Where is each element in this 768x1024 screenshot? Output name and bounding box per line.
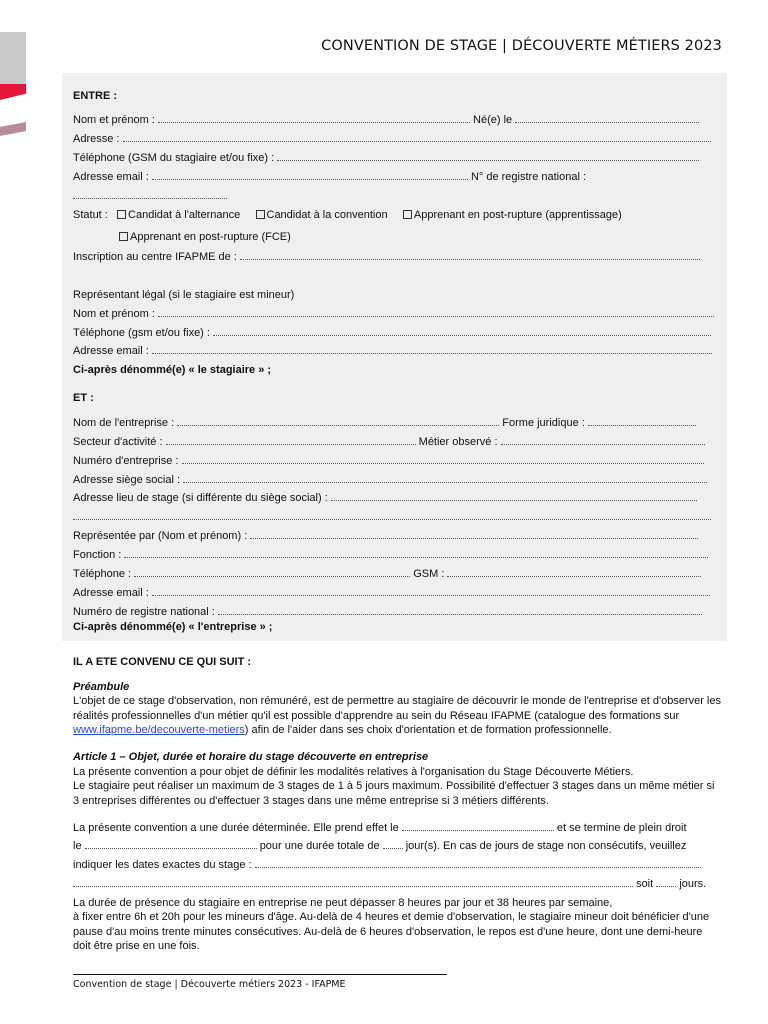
article1-p3: La durée de présence du stagiaire en entreprise ne peut dépasser 8 heures par jour et 38 heures par semaine,	[73, 897, 613, 909]
field-representee: Représentée par (Nom et prénom) :	[73, 529, 698, 543]
nom-entreprise-input[interactable]	[177, 416, 499, 426]
field-siege: Adresse siège social :	[73, 473, 707, 487]
field-email-entreprise: Adresse email :	[73, 586, 710, 600]
email-input[interactable]	[152, 170, 468, 180]
footer-text: Convention de stage | Découverte métiers 2023 - IFAPME	[73, 979, 346, 990]
statut-option-alternance[interactable]: Candidat à l'alternance	[117, 209, 240, 221]
statut-option-post-rupture-fce[interactable]: Apprenant en post-rupture (FCE)	[119, 231, 291, 243]
fonction-input[interactable]	[124, 548, 708, 558]
field-nom-prenom: Nom et prénom : Né(e) le	[73, 113, 699, 127]
lieu-stage-input-2[interactable]	[73, 510, 711, 520]
secteur-input[interactable]	[166, 435, 416, 445]
field-telephone-entreprise: Téléphone : GSM :	[73, 567, 701, 581]
et-heading: ET :	[73, 392, 94, 404]
adresse-input[interactable]	[123, 132, 711, 142]
rep-legal-heading: Représentant légal (si le stagiaire est mineur)	[73, 289, 295, 301]
article1-p2: Le stagiaire peut réaliser un maximum de 3 stages de 1 à 5 jours maximum. Possibilité d'effectuer 3 stages dans un même métier si 3 entreprises différentes ou d'effectuer 3 stages dans une même entreprise si 3 métiers différents.	[73, 780, 715, 807]
statut-option-convention[interactable]: Candidat à la convention	[256, 209, 388, 221]
footer-rule	[73, 974, 447, 975]
telephone-input[interactable]	[277, 151, 699, 161]
field-fonction: Fonction :	[73, 548, 708, 562]
soit-jours-input[interactable]	[656, 877, 676, 887]
dates-exactes-input[interactable]	[255, 858, 701, 868]
field-rep-email: Adresse email :	[73, 344, 712, 358]
header-decoration-mauve	[0, 122, 26, 136]
checkbox-icon	[256, 210, 265, 219]
document-title: CONVENTION DE STAGE | DÉCOUVERTE MÉTIERS 2023	[321, 38, 722, 54]
field-nom-entreprise: Nom de l'entreprise : Forme juridique :	[73, 416, 696, 430]
statut-row-2	[119, 230, 291, 244]
field-telephone: Téléphone (GSM du stagiaire et/ou fixe) :	[73, 151, 699, 165]
registre-entreprise-input[interactable]	[218, 605, 702, 615]
nombre-jours-input[interactable]	[383, 839, 403, 849]
nom-prenom-input[interactable]	[158, 113, 470, 123]
lieu-stage-input[interactable]	[331, 491, 697, 501]
inscription-input[interactable]	[240, 250, 700, 260]
article1-p1: La présente convention a pour objet de définir les modalités relatives à l'organisation du Stage Découverte Métiers.	[73, 766, 634, 778]
field-numero-entreprise: Numéro d'entreprise :	[73, 454, 704, 468]
field-registre-entreprise: Numéro de registre national :	[73, 605, 702, 619]
preambule-title: Préambule	[73, 681, 130, 693]
registre-input[interactable]	[73, 189, 227, 199]
article1-title: Article 1 – Objet, durée et horaire du stage découverte en entreprise	[73, 751, 429, 763]
forme-juridique-input[interactable]	[588, 416, 696, 426]
header-decoration-grey	[0, 32, 26, 84]
rep-nom-input[interactable]	[158, 307, 714, 317]
field-registre-continued	[73, 189, 227, 203]
preambule-text: L'objet de ce stage d'observation, non rémunéré, est de permettre au stagiaire de découvrir le monde de l'entreprise et d'observer les réalités professionnelles d'un métier qu'il est possible d'apprendre au sein du Réseau IFAPME (catalogue des formations sur www.ifapme.be/decouverte-metiers) afin de l'aider dans ses choix d'orientation et de formation professionnelle.	[73, 695, 721, 736]
entre-heading: ENTRE :	[73, 90, 117, 102]
date-debut-input[interactable]	[402, 821, 554, 831]
ne-le-input[interactable]	[515, 113, 699, 123]
article1-p4: à fixer entre 6h et 20h pour les mineurs d'âge. Au-delà de 4 heures et demie d'observation, le stagiaire mineur doit bénéficier d'une pause d'au moins trente minutes consécutives. Au-delà de 6 heures d'observation, le repos est d'une heure, dont une demi-heure doit être prise en une fois.	[73, 911, 710, 952]
field-lieu-stage-continued	[73, 510, 711, 524]
field-rep-tel: Téléphone (gsm et/ou fixe) :	[73, 326, 711, 340]
field-inscription: Inscription au centre IFAPME de :	[73, 250, 700, 264]
field-secteur: Secteur d'activité : Métier observé :	[73, 435, 705, 449]
ifapme-link[interactable]: www.ifapme.be/decouverte-metiers	[73, 724, 245, 736]
numero-entreprise-input[interactable]	[182, 454, 704, 464]
dates-exactes-input-2[interactable]	[73, 877, 633, 887]
stagiaire-denomination: Ci-après dénommé(e) « le stagiaire » ;	[73, 364, 272, 376]
duree-line-4: soit jours.	[73, 877, 706, 891]
entreprise-denomination: Ci-après dénommé(e) « l'entreprise » ;	[73, 621, 273, 633]
email-entreprise-input[interactable]	[152, 586, 710, 596]
duree-line-3: indiquer les dates exactes du stage :	[73, 858, 701, 872]
field-email: Adresse email : N° de registre national :	[73, 171, 587, 183]
duree-line-1: La présente convention a une durée déterminée. Elle prend effet le et se termine de plein droit	[73, 822, 687, 834]
statut-option-post-rupture-apprentissage[interactable]: Apprenant en post-rupture (apprentissage)	[403, 209, 622, 221]
field-lieu-stage: Adresse lieu de stage (si différente du siège social) :	[73, 491, 697, 505]
checkbox-icon	[119, 232, 128, 241]
statut-row: Statut : Candidat à l'alternance Candidat à la convention Apprenant en post-rupture (apprentissage)	[73, 209, 622, 221]
representee-input[interactable]	[250, 529, 698, 539]
date-fin-input[interactable]	[85, 839, 257, 849]
checkbox-icon	[117, 210, 126, 219]
gsm-input[interactable]	[447, 567, 701, 577]
siege-input[interactable]	[183, 473, 707, 483]
rep-tel-input[interactable]	[213, 326, 711, 336]
field-adresse: Adresse :	[73, 132, 711, 146]
field-rep-nom: Nom et prénom :	[73, 307, 714, 321]
telephone-entreprise-input[interactable]	[134, 567, 410, 577]
rep-email-input[interactable]	[152, 344, 712, 354]
metier-input[interactable]	[501, 435, 705, 445]
checkbox-icon	[403, 210, 412, 219]
header-decoration-red	[0, 84, 26, 100]
convenu-heading: IL A ETE CONVENU CE QUI SUIT :	[73, 656, 252, 668]
duree-line-2: le pour une durée totale de jour(s). En cas de jours de stage non consécutifs, veuillez	[73, 840, 687, 852]
